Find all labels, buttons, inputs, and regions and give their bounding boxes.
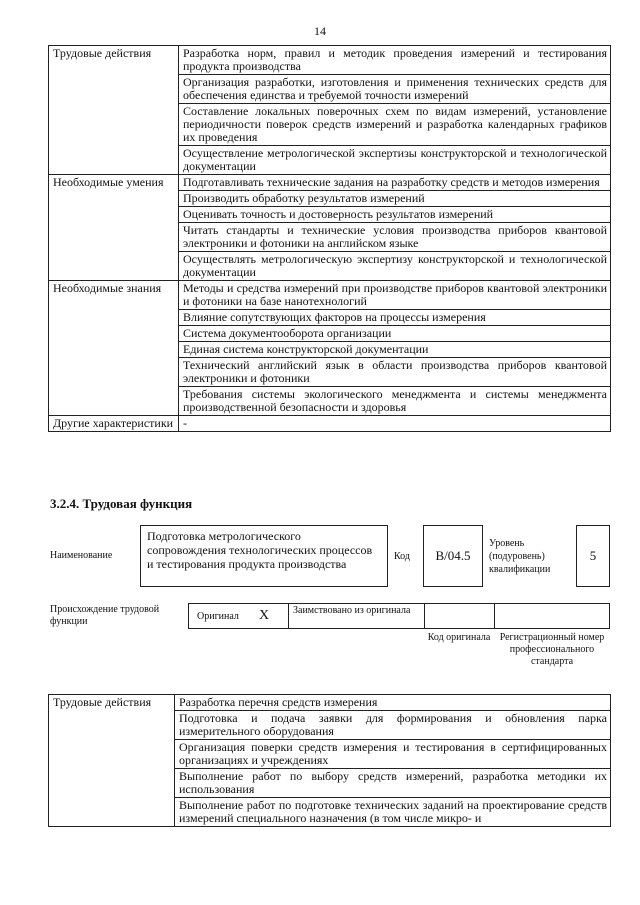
origin-label: Происхождение трудовой функции	[50, 604, 160, 627]
table-cell-item: Подготовка и подача заявки для формирования и обновления парка измерительного оборудования	[175, 711, 611, 740]
table-cell-item: Составление локальных поверочных схем по видам измерений, установление периодичности поверок средств измерений и разработка календарных графиков их проведения	[179, 104, 611, 146]
table-cell-item: Разработка норм, правил и методик проведения измерений и тестирования продукта производства	[179, 46, 611, 75]
labor-actions-table	[48, 694, 611, 827]
table-cell-item: Технический английский язык в области производства приборов квантовой электроники и фотоники	[179, 358, 611, 387]
table-cell-item: Оценивать точность и достоверность результатов измерений	[179, 207, 611, 223]
row-group-label: Трудовые действия	[49, 695, 175, 827]
page-number: 14	[314, 24, 326, 38]
original-label: Оригинал	[197, 611, 239, 622]
caption-original-code: Код оригинала	[427, 632, 491, 643]
table-cell-item: Единая система конструкторской документации	[179, 342, 611, 358]
borrowed-label: Заимствовано из оригинала	[293, 605, 411, 616]
table-cell-item: Разработка перечня средств измерения	[175, 695, 611, 711]
table-cell-item: Подготавливать технические задания на разработку средств и методов измерения	[179, 175, 611, 191]
table-cell-item: Производить обработку результатов измерений	[179, 191, 611, 207]
table-cell-item: Организация разработки, изготовления и применения технических средств для обеспечения единства и требуемой точности измерений	[179, 75, 611, 104]
row-group-label: Трудовые действия	[49, 46, 179, 175]
table-cell-item: Читать стандарты и технические условия производства приборов квантовой электроники и фотоники на английском языке	[179, 223, 611, 252]
table-cell-item: Организация поверки средств измерения и тестирования в сертифицированных организациях и учреждениях	[175, 740, 611, 769]
level-value-box: 5	[576, 525, 610, 587]
table-cell-item: Осуществление метрологической экспертизы конструкторской и технологической документации	[179, 146, 611, 175]
table-cell-item: Требования системы экологического менеджмента и системы менеджмента производственной безопасности и здоровья	[179, 387, 611, 416]
table-cell-item: Система документооборота организации	[179, 326, 611, 342]
table-cell-item: Выполнение работ по подготовке технических заданий на проектирование средств измерений специального назначения (в том числе микро- и	[175, 798, 611, 827]
row-group-label: Необходимые умения	[49, 175, 179, 281]
table-cell-item: Выполнение работ по выбору средств измерений, разработка методики их использования	[175, 769, 611, 798]
section-title: 3.2.4. Трудовая функция	[50, 496, 193, 511]
table-row	[49, 695, 611, 711]
row-group-label: Другие характеристики	[49, 416, 179, 432]
table-cell-item: Осуществлять метрологическую экспертизу конструкторской и технологической документации	[179, 252, 611, 281]
table-cell-item: -	[179, 416, 611, 432]
level-label: Уровень (подуровень) квалификации	[489, 538, 551, 575]
code-value-box: В/04.5	[423, 525, 483, 587]
name-value-box: Подготовка метрологического сопровождения технологических процессов и тестирования продукта производства	[140, 525, 388, 587]
table-cell-item: Влияние сопутствующих факторов на процессы измерения	[179, 310, 611, 326]
row-group-label: Необходимые знания	[49, 281, 179, 416]
original-mark: X	[259, 608, 270, 623]
caption-registration-number: Регистрационный номер профессионального стандарта	[499, 632, 605, 667]
table-cell-item: Методы и средства измерений при производстве приборов квантовой электроники и фотоники на базе нанотехнологий	[179, 281, 611, 310]
name-label: Наименование	[50, 550, 113, 561]
code-label: Код	[394, 551, 410, 562]
